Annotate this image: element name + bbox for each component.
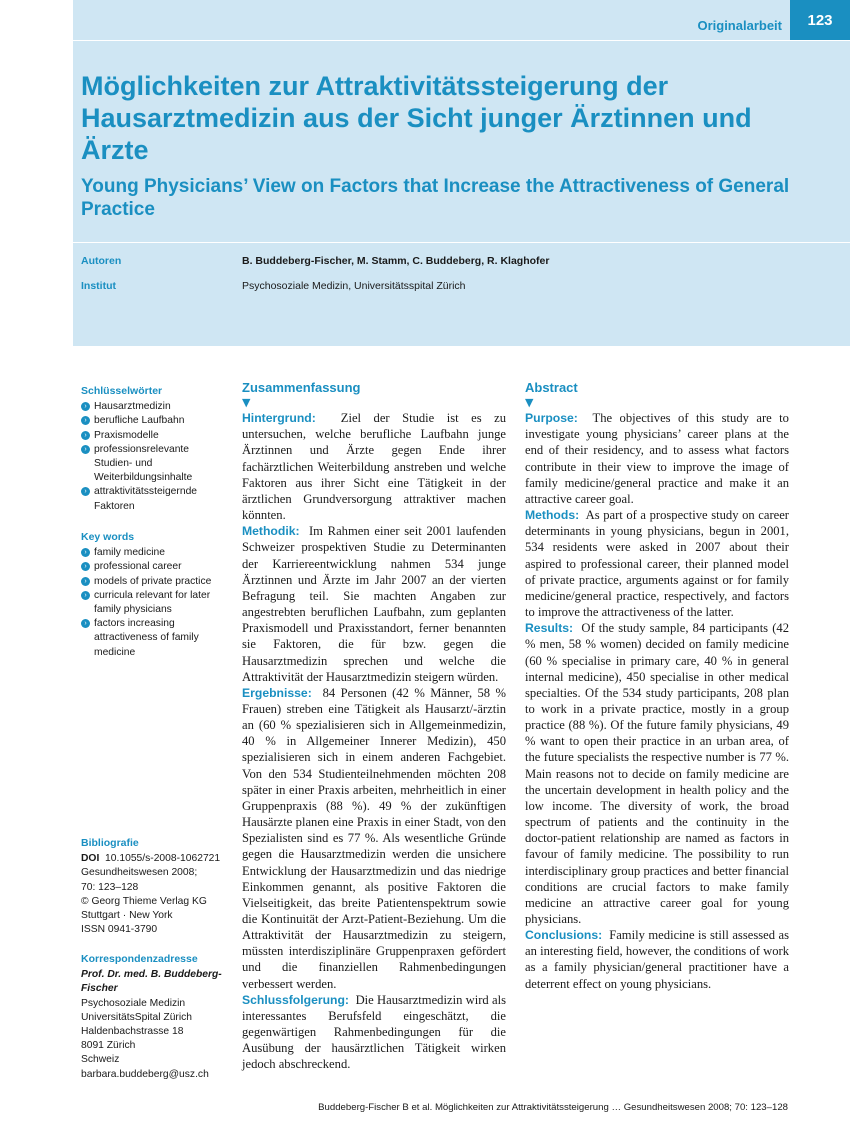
chevron-right-icon: › bbox=[81, 548, 90, 557]
institute-label: Institut bbox=[81, 280, 116, 292]
triangle-down-icon: ▼ bbox=[525, 396, 534, 410]
abstract-section: Methods: As part of a prospective study on career determinants in young physicians, begun in 2001, 534 residents were asked in 2007 about their aspired to professional career, their planned model of private practice, arguments against or for family medicine/general practice, respectively, and factors to improve the attractiveness of the latter. bbox=[525, 508, 790, 620]
chevron-right-icon: › bbox=[81, 487, 90, 496]
chevron-right-icon: › bbox=[81, 577, 90, 586]
title-english: Young Physicians’ View on Factors that Increase the Attractiveness of General Practice bbox=[81, 176, 790, 220]
chevron-right-icon: › bbox=[81, 562, 90, 571]
correspondence-email[interactable]: barbara.buddeberg@usz.ch bbox=[81, 1068, 209, 1080]
keyword-item: › professionsrelevante Studien- und Weiterbildungsinhalte bbox=[81, 443, 226, 486]
zusammenfassung-title: Zusammenfassung bbox=[242, 380, 361, 395]
keyword-item: › professional career bbox=[81, 560, 226, 574]
abstract-section: Purpose: The objectives of this study are to investigate young physicians’ career plans at the end of their residency, and to assess what factors contribute in their view to improve the image of family medicine/general practice and make it an attractive career goal. bbox=[525, 411, 789, 506]
page-number: 123 bbox=[790, 0, 850, 40]
keywords-en-block bbox=[81, 530, 226, 660]
section-label: Originalarbeit bbox=[697, 18, 782, 33]
header-top-bar bbox=[73, 0, 850, 41]
keyword-item: › attraktivitätssteigernde Faktoren bbox=[81, 485, 226, 513]
doi-line: DOI 10.1055/s-2008-1062721 bbox=[81, 853, 221, 865]
keywords-en-list bbox=[81, 546, 226, 660]
chevron-right-icon: › bbox=[81, 445, 90, 454]
page-footer: Buddeberg-Fischer B et al. Möglichkeiten zur Attraktivitätssteigerung … Gesundheitswesen 2008; 70: 123–128 bbox=[318, 1102, 788, 1113]
institute: Psychosoziale Medizin, Universitätsspital Zürich bbox=[242, 280, 466, 292]
abstract-section: Schlussfolgerung: Die Hausarztmedizin wird als interessantes Berufsfeld eingeschätzt, die gegenwärtigen Rahmenbedingungen für die Ausübung der hausärztlichen Tätigkeit wirken jedoch abschreckend. bbox=[242, 992, 507, 1072]
doi[interactable]: 10.1055/s-2008-1062721 bbox=[105, 853, 221, 865]
keyword-item: › Hausarztmedizin bbox=[81, 400, 226, 414]
keywords-de-title: Schlüsselwörter bbox=[81, 385, 163, 397]
chevron-right-icon: › bbox=[81, 591, 90, 600]
zusammenfassung-column bbox=[242, 380, 506, 1073]
abstract-section: Conclusions: Family medicine is still assessed as an interesting field, however, the conditions of work as a family physician/general practitioner have a deterrent effect on young physicians. bbox=[525, 928, 789, 991]
keywords-de-list bbox=[81, 400, 226, 514]
keywords-en-title: Key words bbox=[81, 531, 135, 543]
chevron-right-icon: › bbox=[81, 431, 90, 440]
abstract-section: Hintergrund: Ziel der Studie ist es zu untersuchen, welche berufliche Laufbahn junge Ärztinnen und Ärzte gegen Ende ihrer fachärztlichen Weiterbildung anstreben und welche Faktoren aus ihrer Sicht eine Tätigkeit in der ärztlichen Grundversorgung attraktiver machen könnten. bbox=[242, 411, 506, 523]
keyword-item: › factors increasing attractiveness of family medicine bbox=[81, 617, 226, 660]
keyword-item: › models of private practice bbox=[81, 575, 226, 589]
abstract-section: Ergebnisse: 84 Personen (42 % Männer, 58 % Frauen) streben eine Tätigkeit als Hausarzt/-ärztin an (60 % spezialisieren sich in Allgemeinmedizin, 40 % in Allgemeiner Innerer Medizin), 450 spezialisieren sich in einem anderen Fachgebiet. Von den 534 Studienteilnehmenden möchten 208 später in einer Praxis arbeiten, mehrheitlich in einer Gruppenpraxis (88 %). 49 % der zukünftigen Hausärzte planen eine Praxis in einer Stadt, von den Spezialisten sind es 77 %. Als wesentliche Gründe gegen die Hausarztmedizin werden die unsichere Entwicklung der Hausarztmedizin und das niedrige Einkommen genannt, als positive Faktoren die Vielseitigkeit, das breite Patientenspektrum sowie die Kontinuität der Arzt-Patient-Beziehung. Um die Attraktivität der Hausarztmedizin zu steigern, müssten interdisziplinäre Gruppenpraxen gefördert und die finanziellen Rahmenbedingungen verbessert werden. bbox=[242, 685, 507, 991]
triangle-down-icon: ▼ bbox=[242, 396, 251, 410]
authors: B. Buddeberg-Fischer, M. Stamm, C. Buddeberg, R. Klaghofer bbox=[242, 255, 550, 267]
abstract-column bbox=[525, 380, 789, 992]
abstract-section: Results: Of the study sample, 84 participants (42 % men, 58 % women) decided on family medicine (60 % specialise in primary care, 40 % in general internal medicine), 450 specialise in other medical specialties. Of the 534 study participants, 208 plan to work in a private practice, mostly in a group practice (88 %). Of the future family physicians, 49 % want to open their practice in an urban area, of the future specialists the respective number is 77 %. Main reasons not to decide on family medicine are the uncertain development in health policy and the low income. The diversity of work, the broad spectrum of patients and the continuity in the doctor-patient relationship are named as factors in favour of family medicine. The possibility to run interdisciplinary group practices and better financial conditions are crucial factors to make family medicine an attractive career goal for young physicians. bbox=[525, 621, 789, 926]
meta-divider bbox=[73, 242, 850, 243]
title-german: Möglichkeiten zur Attraktivitätssteigerung der Hausarztmedizin aus der Sicht junger Ärztinnen und Ärzte bbox=[81, 71, 752, 165]
header-band bbox=[73, 0, 850, 346]
keywords-de-block bbox=[81, 384, 226, 514]
bibliography-block: Bibliografie DOI 10.1055/s-2008-1062721 Gesundheitswesen 2008; 70: 123–128 © Georg Thieme Verlag KG Stuttgart · New York ISSN 0941-3790 bbox=[81, 836, 226, 937]
chevron-right-icon: › bbox=[81, 619, 90, 628]
correspondence-block: Korrespondenzadresse Prof. Dr. med. B. Buddeberg-Fischer Psychosoziale Medizin UniversitätsSpital Zürich Haldenbachstrasse 18 8091 Zürich Schweiz barbara.buddeberg@usz.ch bbox=[81, 952, 226, 1082]
authors-label: Autoren bbox=[81, 255, 122, 267]
correspondence-title: Korrespondenzadresse bbox=[81, 953, 198, 965]
keyword-item: › berufliche Laufbahn bbox=[81, 414, 226, 428]
chevron-right-icon: › bbox=[81, 416, 90, 425]
correspondence-name: Prof. Dr. med. B. Buddeberg-Fischer bbox=[81, 969, 222, 995]
chevron-right-icon: › bbox=[81, 402, 90, 411]
keyword-item: › family medicine bbox=[81, 546, 226, 560]
bibliography-title: Bibliografie bbox=[81, 837, 139, 849]
keyword-item: › curricula relevant for later family physicians bbox=[81, 589, 226, 617]
abstract-section: Methodik: Im Rahmen einer seit 2001 laufenden Schweizer prospektiven Studie zu Determinanten der Karriereentwicklung nahmen 534 junge Ärztinnen und Ärzte im Jahr 2007 an der vierten Befragung teil. Sie machten Angaben zur angestrebten beruflichen Laufbahn, zum geplanten Praxismodell und Praxisstandort, ferner benannten sie Faktoren, die für bzw. gegen die Hausarztmedizin sprechen und welche die Attraktivität der Hausarztmedizin steigern würden. bbox=[242, 524, 507, 684]
abstract-title: Abstract bbox=[525, 380, 578, 395]
keyword-item: › Praxismodelle bbox=[81, 429, 226, 443]
